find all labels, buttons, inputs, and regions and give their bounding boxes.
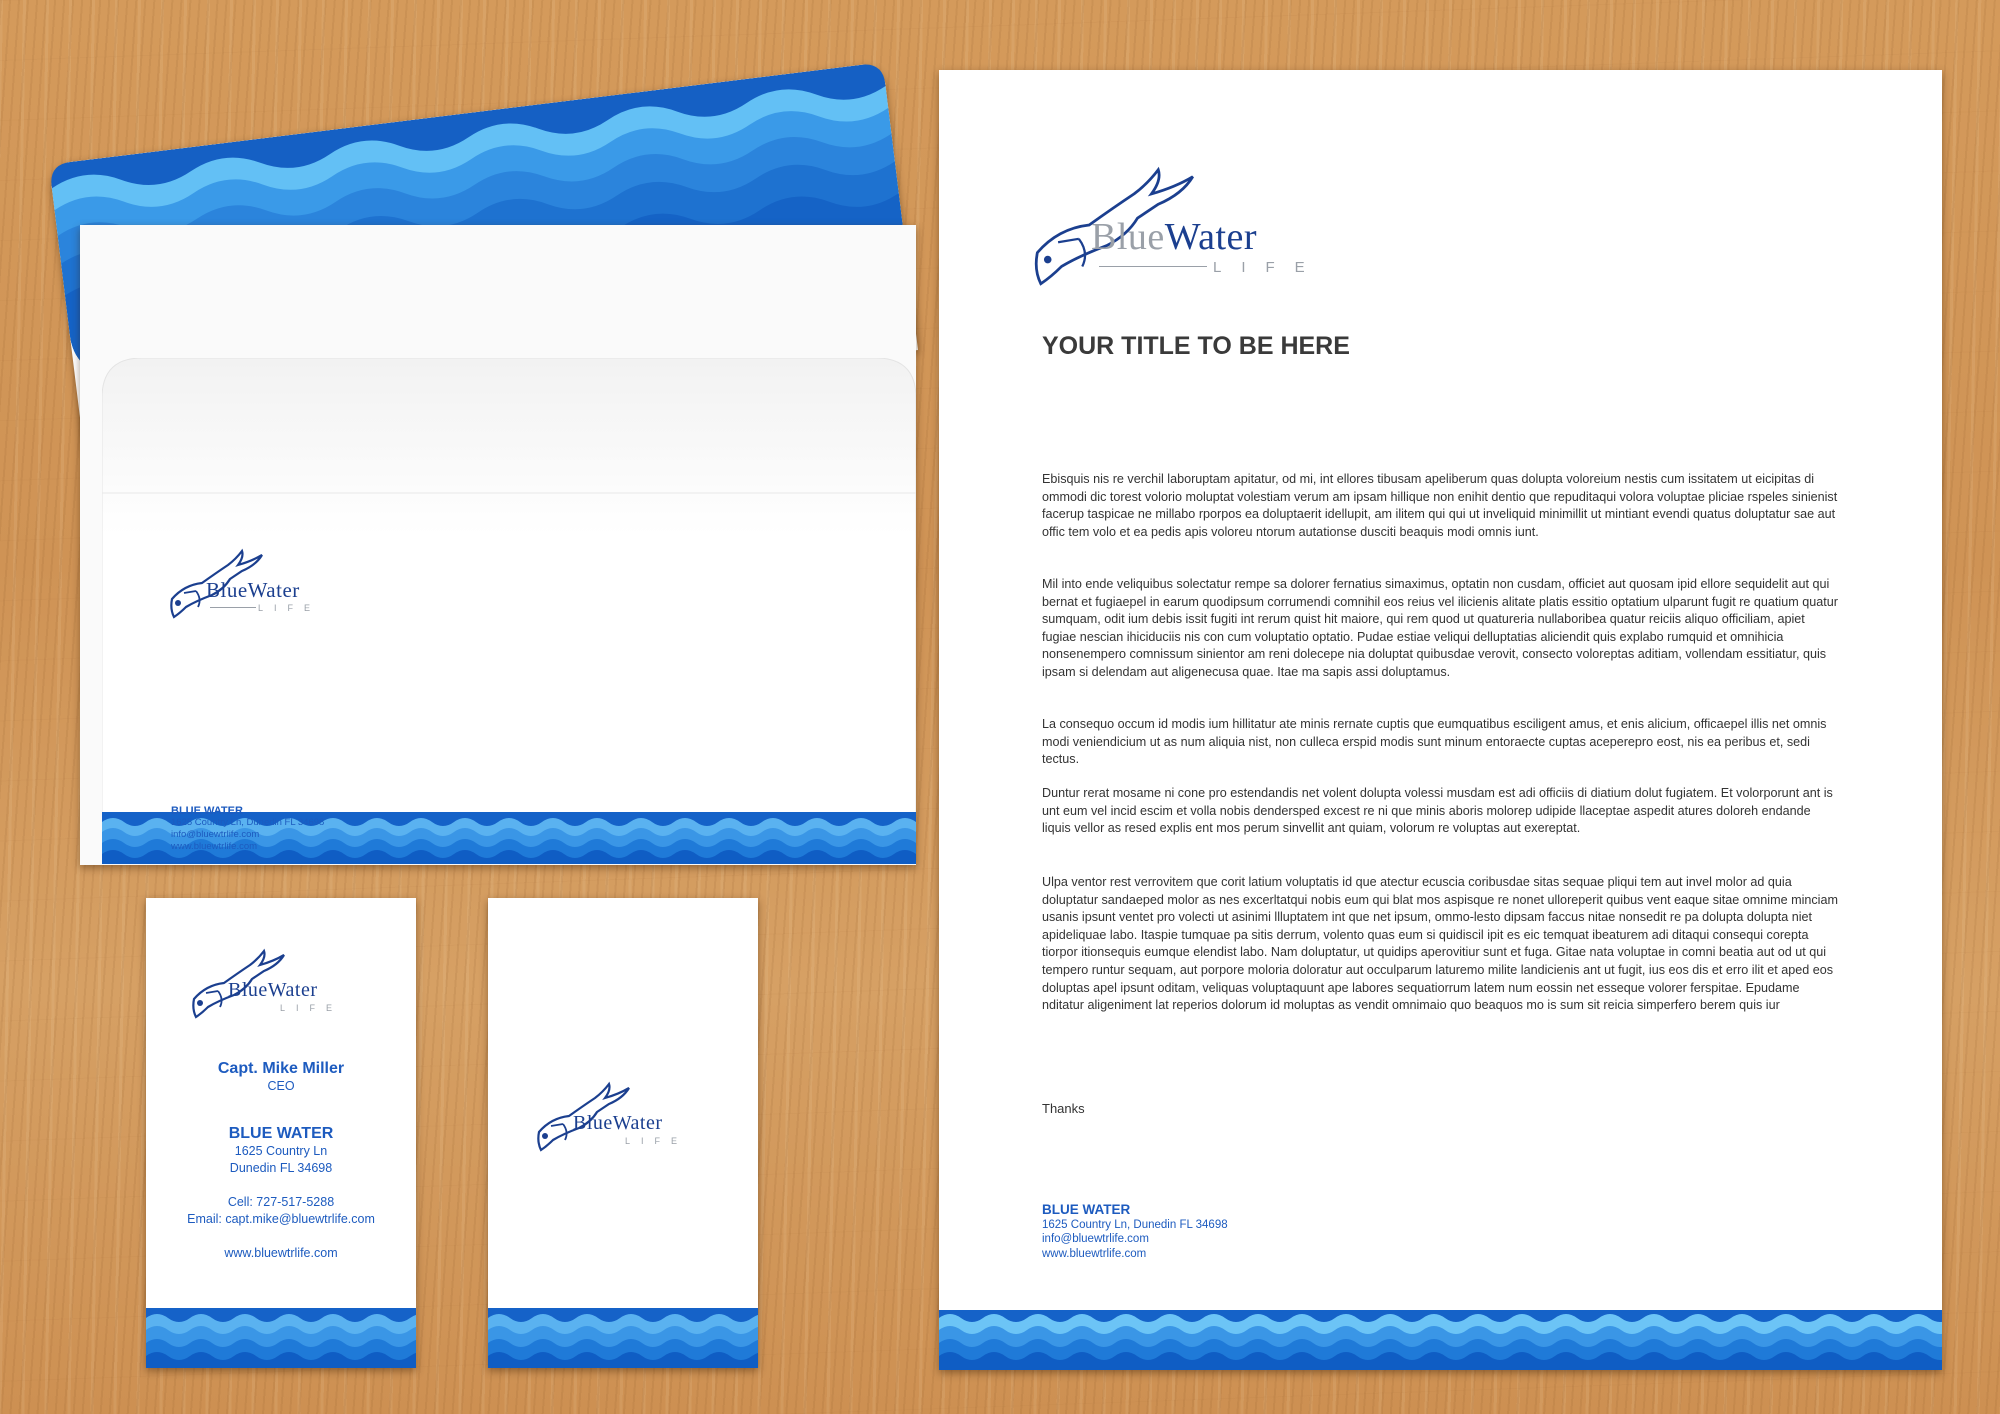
letterhead-logo [1027,155,1347,295]
envelope-front [102,358,916,864]
letter-title: YOUR TITLE TO BE HERE [1042,332,1350,360]
return-website: www.bluewtrlife.com [171,841,258,852]
letter-paragraph-3: La consequo occum id modis ium hillitatur ate minis rernate cuptis que eumquatibus esciligent amus, et enis alicium, officaepel illis net omnis modi veniendicium ut as num aliquia nist, non culleca erspid modis sunt minum entoraecte cuptas acepereprо eost, nis ea peribus et, sedi tectus. [1042,717,1827,767]
letter-footer-street: 1625 Country Ln, Dunedin FL 34698 [1042,1218,1228,1231]
letter-closing: Thanks [1042,1101,1085,1116]
brand-tagline: LIFE [258,603,322,613]
letter-footer-address [1042,1203,1362,1261]
letter-paragraph-4: Duntur rerat mosame ni cone pro estendandis net volent dolupta volessi musdam est adi officiis di diatium dolut fugiatem. Et volorporunt ant is unt eum vel incid escim et volla nobis dendersped excest re ni que minis aboris molorep udipide llaceptae aspedit atures doloreh endande liquis vellor as resed explis ent mos perum sinvellit ant quiam, volorum re voluptas aut exereptat. [1042,786,1833,836]
card-website: www.bluewtrlife.com [224,1246,338,1260]
card-person-title: CEO [267,1079,295,1093]
letter-paragraph-2: Mil into ende veliquibus solectatur rempe sa dolorer fernatius simaximus, optatin non cusdam, officiet aut quosam ipid ellore sequidelit aut qui bernat et fugiaepel in earum quodipsum corrumendi comnihil eos reius vel ilicienis alitate platis essitio optatium ulparunt fugit re quatium quatur sumquam, odit ium debis issit fugiti int rerum quist hit maiore, qui rem quod ut quatureria nullaboribea quatur reiciis aliquo officiliam, apiet fugiae nescian ihiciduciis nis con cum voluptatio optatio. Pudae estiae veliqui delluptatias aliciendit quis explabo rumquid et omnihicia nonsenempero comnissum sinientor am reni dolecepe nia doluptat quibusdae verovit, consecto voloreptas aditiam, vollendam essitiatur, quis ipsam si delendam aut aligenecusa quae. Itae ma sapis assi doluptamus. [1042,577,1838,679]
return-name: BLUE WATER [171,805,243,817]
return-email: info@bluewtrlife.com [171,829,260,840]
card-city: Dunedin FL 34698 [229,1161,333,1175]
letterhead-tagline: LIFE [1213,259,1325,276]
letter-footer-name: BLUE WATER [1042,1202,1131,1217]
envelope [58,55,918,865]
card-street: 1625 Country Ln [234,1144,328,1158]
card-logo: BlueWater LIFE [188,943,378,1023]
card-back-logo: BlueWater LIFE [533,1076,723,1156]
letterhead-brand-part1: Blue [1091,216,1165,258]
letterhead-brand-part2: Water [1164,216,1258,258]
card-cell: Cell: 727-517-5288 [227,1195,335,1209]
return-street: 1625 Country Ln, Dunedin FL 34698 [171,817,325,828]
letter-footer-email: info@bluewtrlife.com [1042,1233,1149,1245]
brand-name-part2: Water [247,578,300,602]
letterhead [939,70,1942,1370]
card-back-waves [488,1308,758,1368]
card-person-name: Capt. Mike Miller [217,1060,345,1077]
card-front-waves [146,1308,416,1368]
letter-paragraph-5: Ulpa ventor rest verrovitem que corit latium voluptatis id que atectur ecuscia coribusdae sitas sequae pliqui tem aut invel molor ad quia doluptatur sandaeped molor as nes excerltatqui nobis eum qui blat mos aspisque re nonet ulloreperit quibus vent eaque sitae omnime minciam usanis ipsunt ventet pro volecti ut asinimi llluptatem int que net ipsum, ommo-lesto dipsam faccus nitae nonsedit re pa dolupta dolupta niet apideliquae labo. Itaspie tumquae pa sitis derrum, volento quas eum si quidiscil ipit es eic temquat ibeaturem adi ditaqui consequi corepta tiorpor itionsequis eumque elendist labo. Nam doluptatur, ut quidips aperovitiur sunt et fuga. Gitae nata voluptae in comni beatia aut od ut qui tempero runtur sequam, aut porpore moloria doloratur aut occulparum laturemo milite landicienis ant ut fugit, ius eos dis et erro ilit et aped eos doluptas apel ipsunt oditam, veliquas voluptaquunt ape labores sequatiorrum latem num eossin net esseque volorer ferspitae. Epudame nditatur aligeniment lat reperios dolorum id moluptas as vendit omnimaio quo beaquos mo is sum sit reicia simperfero berem quis iur [1042,875,1838,1013]
letter-paragraph-1: Ebisquis nis re verchil laboruptam apitatur, od mi, int ellores tibusam apeliberum quas dolupta voloreium nestis cum issitatem ut eicipitas di ommodi dic torest volorio moluptat volestiam verum am ipsam hillique non enihit dentio que repuditaqui volora voluptae pliciae rspeles sinienist facerup taspicae ne millabo rporpos ea doluptaerit idellupit, am ilitem qui qui ut inveliquid minimillit ut mintiant evendi quatus doluptatur sae aut offic tem volo et ea pedis apis voloreu ntorum autationse dusciti beaquis modi omnis iunt. [1042,472,1838,539]
letter-footer-website: www.bluewtrlife.com [1042,1247,1147,1260]
letterhead-bottom-waves [939,1310,1942,1370]
card-company: BLUE WATER [228,1125,334,1142]
card-email: Email: capt.mike@bluewtrlife.com [187,1212,375,1226]
business-card-back [488,898,758,1368]
envelope-return-address [171,805,471,853]
envelope-logo [166,543,356,623]
business-card-front [146,898,416,1368]
brand-name-part1: Blue [206,578,248,602]
